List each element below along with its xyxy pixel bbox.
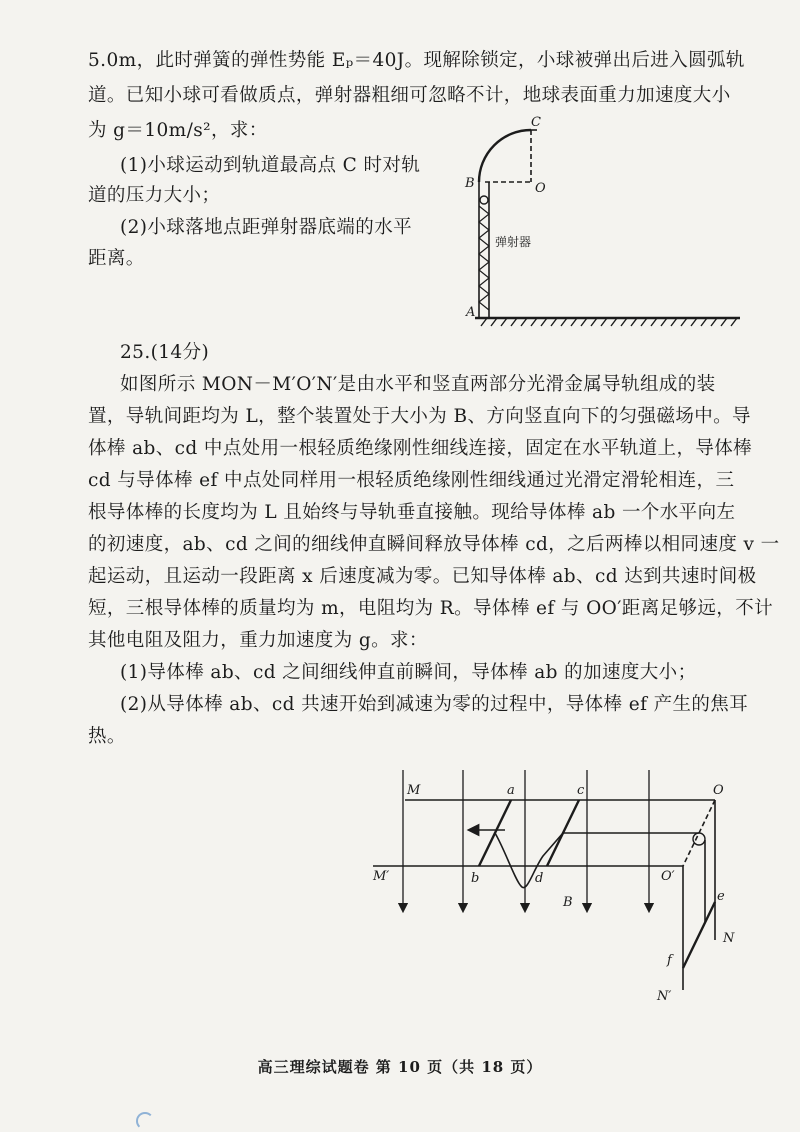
p24-q2-line-1: (2)小球落地点距弹射器底端的水平 bbox=[120, 217, 413, 238]
p25-q2-line-2: 热。 bbox=[88, 726, 126, 747]
rod-ef bbox=[683, 902, 715, 968]
label-o: O bbox=[535, 181, 546, 196]
label-n-prime: N′ bbox=[657, 989, 672, 1004]
p25-line-8: 短，三根导体棒的质量均为 m，电阻均为 R。导体棒 ef 与 OO′距离足够远，不计 bbox=[88, 598, 774, 619]
label-m-prime: M′ bbox=[373, 869, 390, 884]
p24-q1-line-2: 道的压力大小； bbox=[88, 185, 221, 206]
page-footer: 高三理综试题卷 第 10 页（共 18 页） bbox=[257, 1058, 543, 1076]
label-b: b bbox=[471, 871, 480, 886]
label-d: d bbox=[535, 871, 544, 886]
label-n: N bbox=[723, 931, 735, 946]
arc-track bbox=[479, 130, 531, 182]
label-a: a bbox=[507, 783, 515, 798]
ground-hatch bbox=[481, 318, 737, 326]
label-c: C bbox=[531, 115, 541, 130]
spring-icon bbox=[479, 206, 489, 310]
p25-line-5: 根导体棒的长度均为 L 且始终与导轨垂直接触。现给导体棒 ab 一个水平向左 bbox=[88, 502, 736, 523]
label-o-prime: O′ bbox=[661, 869, 675, 884]
pulley-icon bbox=[693, 833, 705, 845]
p24-line-3: 为 g＝10m/s²，求： bbox=[88, 120, 268, 141]
p25-line-9: 其他电阻及阻力，重力加速度为 g。求： bbox=[88, 630, 428, 651]
label-c: c bbox=[577, 783, 585, 798]
p25-header: 25.(14分) bbox=[120, 342, 210, 363]
label-field: B bbox=[563, 895, 573, 910]
ball-icon bbox=[480, 196, 488, 204]
p25-line-6: 的初速度，ab、cd 之间的细线伸直瞬间释放导体棒 cd，之后两棒以相同速度 v 一 bbox=[88, 534, 780, 555]
label-b: B bbox=[465, 176, 475, 191]
string-ab-cd bbox=[495, 833, 563, 888]
label-a: A bbox=[466, 305, 476, 320]
label-f: f bbox=[667, 953, 672, 968]
rail-figure bbox=[365, 760, 765, 1020]
label-o: O bbox=[713, 783, 724, 798]
launcher-figure bbox=[455, 110, 755, 330]
label-launcher: 弹射器 bbox=[495, 235, 532, 249]
scan-smudge bbox=[136, 1112, 154, 1130]
label-m: M bbox=[407, 783, 421, 798]
p25-q2-line-1: (2)从导体棒 ab、cd 共速开始到减速为零的过程中，导体棒 ef 产生的焦耳 bbox=[120, 694, 749, 715]
p25-line-2: 置，导轨间距均为 L，整个装置处于大小为 B、方向竖直向下的匀强磁场中。导 bbox=[88, 406, 751, 427]
p25-line-7: 起运动，且运动一段距离 x 后速度减为零。已知导体棒 ab、cd 达到共速时间极 bbox=[88, 566, 757, 587]
label-e: e bbox=[717, 889, 725, 904]
p24-q1-line-1: (1)小球运动到轨道最高点 C 时对轨 bbox=[120, 155, 421, 176]
p25-q1: (1)导体棒 ab、cd 之间细线伸直前瞬间，导体棒 ab 的加速度大小； bbox=[120, 662, 697, 683]
p25-line-4: cd 与导体棒 ef 中点处同样用一根轻质绝缘刚性细线通过光滑定滑轮相连，三 bbox=[88, 470, 735, 491]
p25-line-1: 如图所示 MON－M′O′N′是由水平和竖直两部分光滑金属导轨组成的装 bbox=[120, 374, 716, 395]
p24-q2-line-2: 距离。 bbox=[88, 248, 145, 269]
p25-line-3: 体棒 ab、cd 中点处用一根轻质绝缘刚性细线连接，固定在水平轨道上，导体棒 bbox=[88, 438, 753, 459]
p24-line-2: 道。已知小球可看做质点，弹射器粗细可忽略不计，地球表面重力加速度大小 bbox=[88, 85, 731, 106]
p24-line-1: 5.0m，此时弹簧的弹性势能 Eₚ＝40J。现解除锁定，小球被弹出后进入圆弧轨 bbox=[88, 50, 745, 71]
